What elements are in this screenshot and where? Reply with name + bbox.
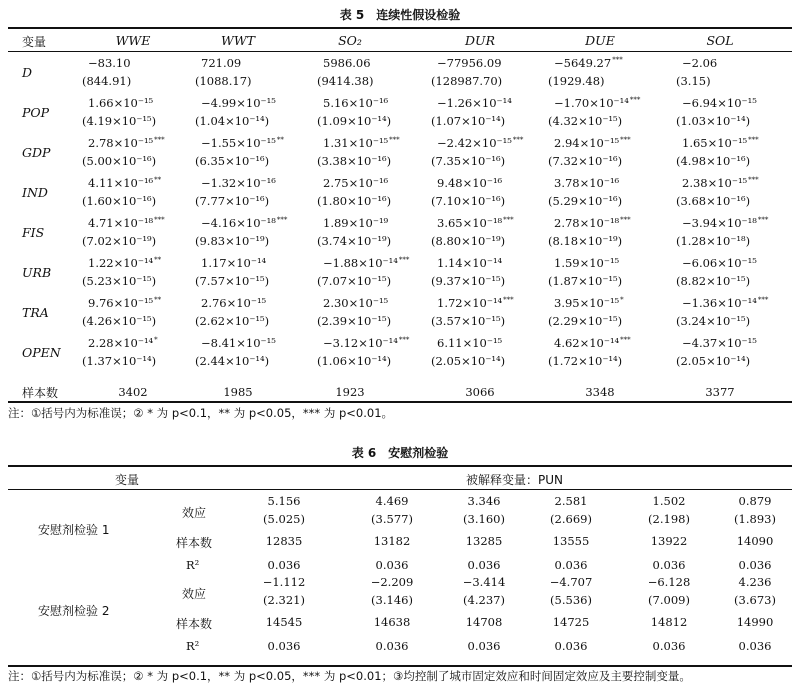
- table5-se-cell: (5.00×10⁻¹⁶): [82, 154, 157, 168]
- table6-r2-cell: 0.036: [375, 639, 409, 653]
- table6-r2-cell: 0.036: [467, 639, 501, 653]
- table6-n-cell: 13285: [465, 534, 503, 548]
- coef-value: 9.48×10⁻¹⁶: [437, 176, 503, 190]
- table6-group-name: 安慰剂检验 2: [38, 604, 110, 618]
- table5-coef-cell: [88, 136, 165, 150]
- table6-dep-var: 被解释变量：PUN: [466, 473, 563, 487]
- table5-row-label: GDP: [22, 145, 51, 160]
- table5-coef-cell: [554, 296, 624, 310]
- coef-value: −77956.09: [437, 56, 502, 70]
- coef-value: −3.12×10⁻¹⁴: [323, 336, 398, 350]
- table5-coef-cell: [554, 256, 620, 270]
- table5-se-cell: (9.37×10⁻¹⁵): [431, 274, 506, 288]
- table5-se-cell: (7.35×10⁻¹⁶): [431, 154, 506, 168]
- table5-se-cell: (2.29×10⁻¹⁵): [548, 314, 623, 328]
- table6-n-cell: 14090: [736, 534, 774, 548]
- table5-se-cell: (7.32×10⁻¹⁶): [548, 154, 623, 168]
- table5-se-cell: (1.06×10⁻¹⁴): [317, 354, 392, 368]
- table5-se-cell: (1.60×10⁻¹⁶): [82, 194, 157, 208]
- coef-value: 3.65×10⁻¹⁸: [437, 216, 503, 230]
- table5-coef-cell: [323, 176, 389, 190]
- table6-r2-cell: 0.036: [652, 639, 686, 653]
- table5-se-cell: (5.29×10⁻¹⁶): [548, 194, 623, 208]
- table5-row-label: TRA: [22, 305, 49, 320]
- table5-se-cell: (2.44×10⁻¹⁴): [195, 354, 270, 368]
- table5-coef-cell: [323, 56, 372, 70]
- table6-effect-cell: 4.469: [375, 494, 409, 508]
- table5-se-cell: (1088.17): [195, 74, 252, 88]
- table5-coef-cell: [437, 256, 503, 270]
- coef-value: 2.28×10⁻¹⁴: [88, 336, 154, 350]
- coef-value: 4.62×10⁻¹⁴: [554, 336, 620, 350]
- table5-coef-cell: [682, 216, 768, 230]
- significance-stars: **: [154, 256, 162, 264]
- table5-se-cell: (3.68×10⁻¹⁶): [676, 194, 751, 208]
- significance-stars: *: [620, 296, 624, 304]
- coef-value: 2.30×10⁻¹⁵: [323, 296, 389, 310]
- table5-coef-cell: [554, 336, 631, 350]
- table5-row-label: IND: [22, 185, 48, 200]
- coef-value: 4.71×10⁻¹⁸: [88, 216, 154, 230]
- coef-value: −6.06×10⁻¹⁵: [682, 256, 757, 270]
- table5-coef-cell: [88, 216, 165, 230]
- table5-se-cell: (6.35×10⁻¹⁶): [195, 154, 270, 168]
- table5-coef-cell: [437, 336, 503, 350]
- significance-stars: ***: [512, 136, 524, 144]
- table5-se-cell: (1.03×10⁻¹⁴): [676, 114, 751, 128]
- table5-se-cell: (4.19×10⁻¹⁵): [82, 114, 157, 128]
- table5-coef-cell: [437, 96, 513, 110]
- significance-stars: ***: [389, 136, 400, 144]
- table6-n-cell: 13922: [650, 534, 688, 548]
- table5-n-cell: 3348: [585, 385, 615, 399]
- coef-value: −5649.27: [554, 56, 612, 70]
- coef-value: −1.88×10⁻¹⁴: [323, 256, 398, 270]
- table5-corner-header: 变量: [22, 35, 47, 49]
- table5-se-cell: (1.04×10⁻¹⁴): [195, 114, 270, 128]
- table5-col-header: DUE: [585, 33, 615, 48]
- table5-coef-cell: [88, 96, 154, 110]
- coef-value: 1.72×10⁻¹⁴: [437, 296, 503, 310]
- coef-value: 2.38×10⁻¹⁵: [682, 176, 748, 190]
- table5-coef-cell: [554, 56, 623, 70]
- table6-r2-cell: 0.036: [738, 558, 772, 572]
- table5-se-cell: (2.62×10⁻¹⁵): [195, 314, 270, 328]
- coef-value: 4.11×10⁻¹⁶: [88, 176, 154, 190]
- table5-coef-cell: [88, 176, 161, 190]
- table5-coef-cell: [88, 296, 161, 310]
- table6-se-cell: (2.321): [263, 593, 305, 607]
- table5-se-cell: (4.98×10⁻¹⁶): [676, 154, 751, 168]
- table6-effect-label: 效应: [182, 506, 207, 520]
- coef-value: 2.76×10⁻¹⁵: [201, 296, 267, 310]
- table5-coef-cell: [323, 256, 409, 270]
- table6-se-cell: (4.237): [463, 593, 505, 607]
- table5-se-cell: (128987.70): [431, 74, 503, 88]
- coef-value: 2.94×10⁻¹⁵: [554, 136, 620, 150]
- table5-coef-cell: [437, 136, 523, 150]
- coef-value: −1.36×10⁻¹⁴: [682, 296, 757, 310]
- table5-row-label: URB: [22, 265, 52, 280]
- coef-value: 6.11×10⁻¹⁵: [437, 336, 503, 350]
- table6-n-cell: 14708: [465, 615, 503, 629]
- significance-stars: ***: [154, 136, 165, 144]
- coef-value: −1.32×10⁻¹⁶: [201, 176, 276, 190]
- table5-n-cell: 3066: [465, 385, 495, 399]
- table6-r2-label: R²: [186, 558, 200, 572]
- significance-stars: **: [154, 296, 162, 304]
- table6-n-label: 样本数: [176, 536, 213, 550]
- table6-effect-cell: 3.346: [467, 494, 501, 508]
- coef-value: 1.65×10⁻¹⁵: [682, 136, 748, 150]
- table5-row-label: FIS: [22, 225, 45, 240]
- coef-value: −4.37×10⁻¹⁵: [682, 336, 757, 350]
- table6-n-cell: 14638: [373, 615, 411, 629]
- table5-se-cell: (3.15): [676, 74, 711, 88]
- table5-se-cell: (8.80×10⁻¹⁹): [431, 234, 506, 248]
- table6-r2-label: R²: [186, 639, 200, 653]
- table5-se-cell: (1.07×10⁻¹⁴): [431, 114, 506, 128]
- table5-se-cell: (3.74×10⁻¹⁹): [317, 234, 392, 248]
- table5-coef-cell: [682, 336, 758, 350]
- coef-value: −83.10: [88, 56, 131, 70]
- table5-coef-cell: [682, 96, 758, 110]
- coef-value: 1.14×10⁻¹⁴: [437, 256, 503, 270]
- table6-r2-cell: 0.036: [554, 558, 588, 572]
- table6-se-cell: (3.146): [371, 593, 413, 607]
- table6-se-cell: (3.160): [463, 512, 505, 526]
- significance-stars: ***: [629, 96, 641, 104]
- table5-coef-cell: [201, 56, 242, 70]
- table6-top-rule: [8, 465, 792, 467]
- table6-n-cell: 13182: [373, 534, 411, 548]
- table6-r2-cell: 0.036: [652, 558, 686, 572]
- table5-se-cell: (3.24×10⁻¹⁵): [676, 314, 751, 328]
- significance-stars: ***: [154, 216, 165, 224]
- table5-note: 注：①括号内为标准误；② * 为 p<0.1，** 为 p<0.05，*** 为 p<0.01。: [8, 406, 394, 420]
- table5-coef-cell: [437, 56, 503, 70]
- table5-row-label: D: [22, 65, 33, 80]
- table5-header-rule: [8, 51, 792, 52]
- table5-se-cell: (9414.38): [317, 74, 374, 88]
- table6-r2-cell: 0.036: [467, 558, 501, 572]
- table5-se-cell: (7.77×10⁻¹⁶): [195, 194, 270, 208]
- table5-row-label: OPEN: [22, 345, 61, 360]
- table6-se-cell: (3.673): [734, 593, 776, 607]
- table5-coef-cell: [554, 96, 640, 110]
- table5-coef-cell: [323, 216, 389, 230]
- table5-coef-cell: [682, 296, 768, 310]
- significance-stars: ***: [398, 336, 410, 344]
- table5-col-header: WWT: [220, 33, 256, 48]
- table5-se-cell: (7.07×10⁻¹⁵): [317, 274, 392, 288]
- significance-stars: ***: [503, 296, 514, 304]
- table5-coef-cell: [323, 296, 389, 310]
- table5-n-cell: 3377: [705, 385, 735, 399]
- table6-effect-label: 效应: [182, 587, 207, 601]
- table5-coef-cell: [88, 56, 132, 70]
- coef-value: 2.78×10⁻¹⁸: [554, 216, 620, 230]
- coef-value: −8.41×10⁻¹⁵: [201, 336, 276, 350]
- table5-col-header: WWE: [115, 33, 151, 48]
- coef-value: 3.78×10⁻¹⁶: [554, 176, 620, 190]
- coef-value: 2.75×10⁻¹⁶: [323, 176, 389, 190]
- significance-stars: ***: [398, 256, 410, 264]
- table5-bottom-rule: [8, 401, 792, 403]
- table5-se-cell: (1.87×10⁻¹⁵): [548, 274, 623, 288]
- table5-se-cell: (2.39×10⁻¹⁵): [317, 314, 392, 328]
- table6-note: 注：①括号内为标准误；② * 为 p<0.1，** 为 p<0.05，*** 为 p<0.01；③均控制了城市固定效应和时间固定效应及主要控制变量。: [8, 669, 691, 683]
- coef-value: 721.09: [201, 56, 242, 70]
- table6-r2-cell: 0.036: [554, 639, 588, 653]
- table5-col-header: DUR: [465, 33, 495, 48]
- table5-coef-cell: [323, 96, 389, 110]
- significance-stars: ***: [276, 216, 288, 224]
- coef-value: −4.16×10⁻¹⁸: [201, 216, 276, 230]
- table5-se-cell: (1.37×10⁻¹⁴): [82, 354, 157, 368]
- coef-value: 2.78×10⁻¹⁵: [88, 136, 154, 150]
- table5-col-header: SOL: [706, 33, 734, 48]
- table6-se-cell: (2.198): [648, 512, 690, 526]
- table5-se-cell: (1929.48): [548, 74, 605, 88]
- table6-se-cell: (2.669): [550, 512, 592, 526]
- table5-se-cell: (1.80×10⁻¹⁶): [317, 194, 392, 208]
- table5-se-cell: (2.05×10⁻¹⁴): [676, 354, 751, 368]
- significance-stars: ***: [620, 136, 631, 144]
- table5-coef-cell: [682, 136, 759, 150]
- table5-se-cell: (1.09×10⁻¹⁴): [317, 114, 392, 128]
- significance-stars: ***: [620, 216, 631, 224]
- table5-se-cell: (7.10×10⁻¹⁶): [431, 194, 506, 208]
- table5-se-cell: (1.72×10⁻¹⁴): [548, 354, 623, 368]
- coef-value: 1.22×10⁻¹⁴: [88, 256, 154, 270]
- table5-coef-cell: [201, 96, 277, 110]
- table5-coef-cell: [437, 176, 503, 190]
- table6-n-cell: 14545: [265, 615, 303, 629]
- table5-row-label: POP: [22, 105, 50, 120]
- table6-se-cell: (7.009): [648, 593, 690, 607]
- coef-value: 5.16×10⁻¹⁶: [323, 96, 389, 110]
- coef-value: 1.89×10⁻¹⁹: [323, 216, 389, 230]
- coef-value: −2.42×10⁻¹⁵: [437, 136, 512, 150]
- coef-value: 3.95×10⁻¹⁵: [554, 296, 620, 310]
- table5-coef-cell: [682, 56, 718, 70]
- table5-coef-cell: [682, 176, 759, 190]
- coef-value: −3.94×10⁻¹⁸: [682, 216, 757, 230]
- table6-effect-cell: −4.707: [549, 575, 593, 589]
- table5-title: 表 5 连续性假设检验: [339, 8, 461, 22]
- coef-value: 1.66×10⁻¹⁵: [88, 96, 154, 110]
- table6-effect-cell: −1.112: [262, 575, 306, 589]
- table5-coef-cell: [554, 136, 631, 150]
- table6-bottom-rule: [8, 665, 792, 667]
- significance-stars: ***: [757, 216, 769, 224]
- coef-value: −1.55×10⁻¹⁵: [201, 136, 276, 150]
- table6-effect-cell: 2.581: [554, 494, 588, 508]
- table6-n-cell: 14990: [736, 615, 774, 629]
- table5-se-cell: (844.91): [82, 74, 132, 88]
- table6-se-cell: (5.025): [263, 512, 305, 526]
- table5-se-cell: (4.26×10⁻¹⁵): [82, 314, 157, 328]
- significance-stars: ***: [748, 136, 759, 144]
- table5-coef-cell: [88, 336, 158, 350]
- table6-effect-cell: 5.156: [267, 494, 301, 508]
- table5-se-cell: (7.02×10⁻¹⁹): [82, 234, 157, 248]
- coef-value: 5986.06: [323, 56, 371, 70]
- table6-effect-cell: 1.502: [652, 494, 686, 508]
- table5-coef-cell: [323, 136, 400, 150]
- table6-title: 表 6 安慰剂检验: [351, 446, 449, 460]
- table6-r2-cell: 0.036: [738, 639, 772, 653]
- table6-n-cell: 14812: [650, 615, 688, 629]
- table6-header-rule: [8, 489, 792, 490]
- table5-coef-cell: [201, 176, 277, 190]
- table5-se-cell: (3.57×10⁻¹⁵): [431, 314, 506, 328]
- coef-value: −1.26×10⁻¹⁴: [437, 96, 512, 110]
- coef-value: −1.70×10⁻¹⁴: [554, 96, 629, 110]
- significance-stars: ***: [757, 296, 769, 304]
- table6-effect-cell: 0.879: [738, 494, 772, 508]
- table5-coef-cell: [201, 296, 267, 310]
- significance-stars: ***: [748, 176, 759, 184]
- table5-n-cell: 1985: [223, 385, 253, 399]
- table6-se-cell: (5.536): [550, 593, 592, 607]
- significance-stars: ***: [612, 56, 623, 64]
- table5-se-cell: (8.82×10⁻¹⁵): [676, 274, 751, 288]
- coef-value: 1.17×10⁻¹⁴: [201, 256, 267, 270]
- table5-coef-cell: [323, 336, 409, 350]
- coef-value: 1.31×10⁻¹⁵: [323, 136, 389, 150]
- coef-value: −4.99×10⁻¹⁵: [201, 96, 276, 110]
- table6-r2-cell: 0.036: [375, 558, 409, 572]
- table5-col-header: SO₂: [338, 33, 362, 48]
- table6-corner-header: 变量: [115, 473, 140, 487]
- table5-coef-cell: [201, 136, 284, 150]
- table6-n-label: 样本数: [176, 617, 213, 631]
- table5-coef-cell: [201, 216, 287, 230]
- table6-n-cell: 13555: [552, 534, 590, 548]
- table6-effect-cell: −6.128: [647, 575, 691, 589]
- significance-stars: ***: [620, 336, 631, 344]
- table6-effect-cell: −2.209: [370, 575, 414, 589]
- table5-n-label: 样本数: [22, 386, 59, 400]
- table6-effect-cell: 4.236: [738, 575, 772, 589]
- table5-n-cell: 3402: [118, 385, 148, 399]
- table6-r2-cell: 0.036: [267, 639, 301, 653]
- table5-se-cell: (2.05×10⁻¹⁴): [431, 354, 506, 368]
- table5-coef-cell: [201, 336, 277, 350]
- significance-stars: ***: [503, 216, 514, 224]
- coef-value: −6.94×10⁻¹⁵: [682, 96, 757, 110]
- coef-value: 1.59×10⁻¹⁵: [554, 256, 620, 270]
- significance-stars: *: [154, 336, 158, 344]
- table5-se-cell: (1.28×10⁻¹⁸): [676, 234, 751, 248]
- table5-top-rule: [8, 27, 792, 29]
- table6-r2-cell: 0.036: [267, 558, 301, 572]
- table5-n-cell: 1923: [335, 385, 365, 399]
- table6-n-cell: 12835: [265, 534, 303, 548]
- table5-coef-cell: [201, 256, 267, 270]
- table5-se-cell: (4.32×10⁻¹⁵): [548, 114, 623, 128]
- table5-coef-cell: [554, 216, 631, 230]
- table6-se-cell: (1.893): [734, 512, 776, 526]
- significance-stars: **: [154, 176, 162, 184]
- table6-group-name: 安慰剂检验 1: [38, 523, 110, 537]
- table6-se-cell: (3.577): [371, 512, 413, 526]
- significance-stars: **: [276, 136, 284, 144]
- table5-coef-cell: [554, 176, 620, 190]
- table5-coef-cell: [682, 256, 758, 270]
- table5-coef-cell: [88, 256, 161, 270]
- coef-value: −2.06: [682, 56, 718, 70]
- table5-se-cell: (3.38×10⁻¹⁶): [317, 154, 392, 168]
- table5-coef-cell: [437, 216, 514, 230]
- table6-effect-cell: −3.414: [462, 575, 506, 589]
- table5-se-cell: (7.57×10⁻¹⁵): [195, 274, 270, 288]
- coef-value: 9.76×10⁻¹⁵: [88, 296, 154, 310]
- table5-se-cell: (5.23×10⁻¹⁵): [82, 274, 157, 288]
- table5-se-cell: (8.18×10⁻¹⁹): [548, 234, 623, 248]
- table5-se-cell: (9.83×10⁻¹⁹): [195, 234, 270, 248]
- table6-n-cell: 14725: [552, 615, 590, 629]
- table5-coef-cell: [437, 296, 514, 310]
